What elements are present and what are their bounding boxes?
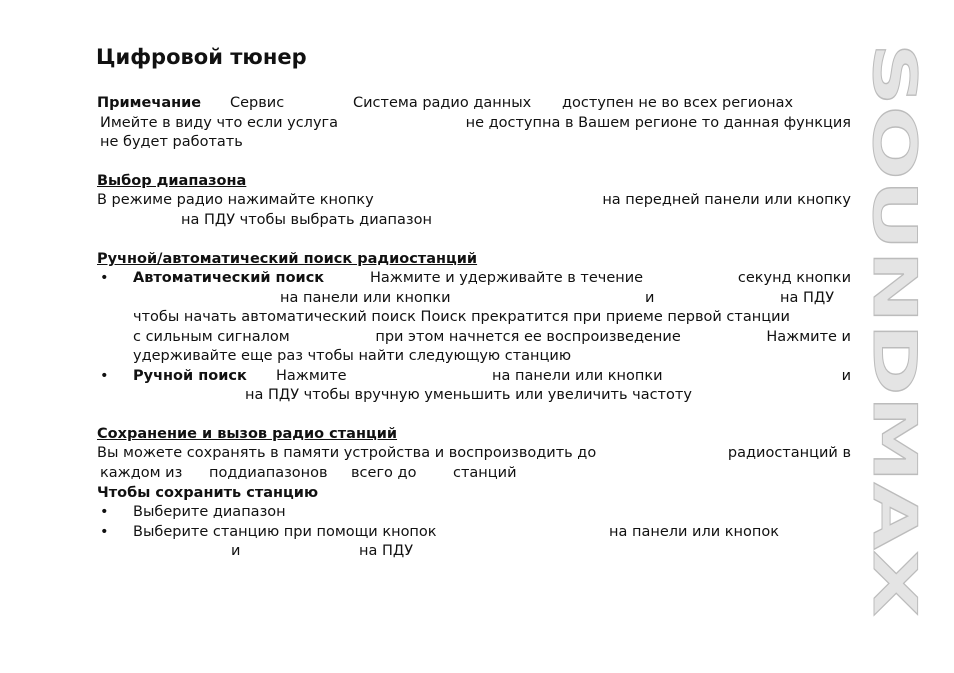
manual-search-label: Ручной поиск [133, 368, 247, 384]
auto-line-1: Автоматический поиск Нажмите и удерживайте в течение секунд кнопки [133, 270, 851, 286]
bullet-icon: • [100, 504, 109, 520]
soundmax-logo [859, 40, 929, 620]
auto-line-3: чтобы начать автоматический поиск Поиск прекратится при приеме первой станции [133, 309, 790, 325]
bullet-icon: • [100, 524, 109, 540]
auto-search-label: Автоматический поиск [133, 270, 325, 286]
note-label: Примечание [97, 95, 202, 111]
note-line-1: Примечание Сервис Система радио данных доступен не во всех регионах [97, 95, 794, 111]
bullet-icon: • [100, 270, 109, 286]
band-heading: Выбор диапазона [97, 173, 247, 189]
note-line-3: не будет работать [100, 134, 243, 150]
manual-line-2: на ПДУ чтобы вручную уменьшить или увеличить частоту [245, 387, 692, 403]
memory-line-2: каждом из поддиапазонов всего до станций [100, 465, 517, 481]
bullet-icon: • [100, 368, 109, 384]
band-line-1: В режиме радио нажимайте кнопку на передней панели или кнопку [97, 192, 851, 208]
memory-line-1: Вы можете сохранять в памяти устройства и воспроизводить до радиостанций в [97, 445, 851, 461]
note-line-2: Имейте в виду что если услуга не доступна в Вашем регионе то данная функция [100, 115, 851, 131]
soundmax-logo-text: SOUNDMAX [859, 43, 929, 439]
memory-heading: Сохранение и вызов радио станций [97, 426, 398, 442]
memory-item-1: Выберите диапазон [133, 504, 286, 520]
auto-line-5: удерживайте еще раз чтобы найти следующую станцию [133, 348, 572, 364]
search-heading: Ручной/автоматический поиск радиостанций [97, 251, 478, 267]
manual-line-1: Ручной поиск Нажмите на панели или кнопки и [133, 368, 851, 384]
page-title: Цифровой тюнер [96, 45, 307, 69]
auto-line-4: с сильным сигналом при этом начнется ее воспроизведение Нажмите и [133, 329, 851, 345]
memory-subheading: Чтобы сохранить станцию [97, 485, 319, 501]
memory-item-2: Выберите станцию при помощи кнопок на панели или кнопок [133, 524, 779, 540]
band-line-2: на ПДУ чтобы выбрать диапазон [181, 212, 432, 228]
